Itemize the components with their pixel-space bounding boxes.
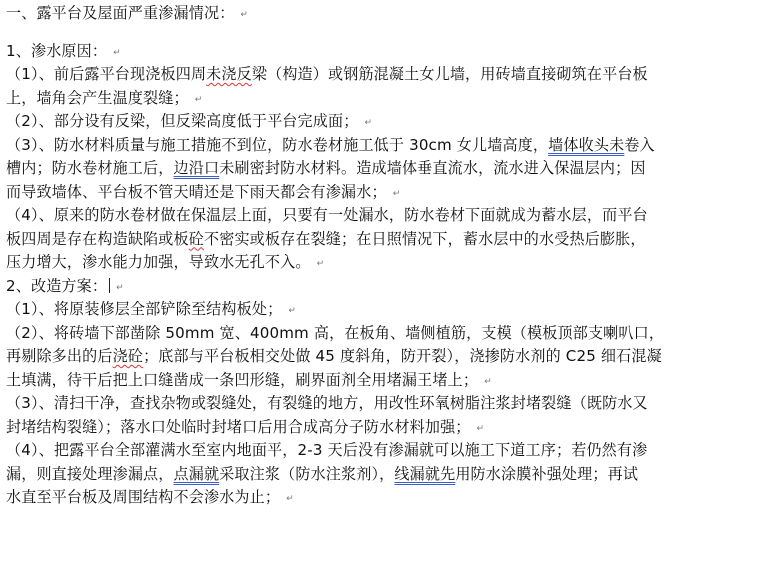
text-run: 封堵结构裂缝）；落水口处临时封堵口后用合成高分子防水材料加强； bbox=[6, 417, 471, 436]
text-run: （3）、防水材料质量与施工措施不到位，防水卷材施工低于 30cm 女儿墙高度， bbox=[6, 135, 549, 154]
section-title: 1、渗水原因： bbox=[6, 41, 108, 60]
text-run: 槽内；防水卷材施工后， bbox=[6, 159, 174, 177]
spellcheck-text-run: 浇砼 bbox=[112, 347, 144, 365]
grammar-text-run: 墙体收头未 bbox=[548, 135, 625, 154]
paragraph-line bbox=[6, 392, 756, 416]
paragraph-line bbox=[6, 463, 756, 487]
heading-text: 一、露平台及屋面严重渗漏情况： bbox=[6, 4, 235, 22]
text-run: 不密实或板存在裂缝；在日照情况下，蓄水层中的水受热后膨胀， bbox=[203, 229, 646, 248]
paragraph-line bbox=[6, 63, 756, 87]
paragraph-mark-icon: ↵ bbox=[113, 47, 121, 58]
paragraph-line bbox=[6, 87, 756, 111]
section-title-line bbox=[6, 40, 756, 64]
text-run: 土填满，待干后把上口缝凿成一条凹形缝，刷界面剂全用堵漏王堵上； bbox=[6, 370, 479, 389]
section-title-line bbox=[6, 275, 756, 299]
paragraph-mark-icon: ↵ bbox=[240, 10, 249, 20]
grammar-text-run: 线漏就先 bbox=[394, 464, 456, 483]
text-run: （1）、将原装修层全部铲除至结构板处； bbox=[6, 300, 283, 318]
paragraph-mark-icon: ↵ bbox=[194, 94, 203, 105]
paragraph-mark-icon: ↵ bbox=[484, 376, 492, 387]
section-title: 2、改造方案： bbox=[6, 276, 108, 295]
text-run: ；底部与平台板相交处做 45 度斜角，防开裂），浇掺防水剂的 C25 细石混凝 bbox=[143, 347, 662, 365]
text-cursor bbox=[109, 278, 110, 293]
paragraph-line bbox=[6, 439, 756, 463]
paragraph-line bbox=[6, 298, 756, 322]
text-run: 上，墙角会产生温度裂缝； bbox=[6, 88, 189, 107]
document-body[interactable] bbox=[6, 2, 756, 510]
paragraph-line bbox=[6, 157, 756, 181]
text-run: （2）、将砖墙下部凿除 50mm 宽、400mm 高，在板角、墙侧植筋，支模（模板顶部支喇叭口， bbox=[6, 323, 665, 342]
text-run: （2）、部分设有反梁，但反梁高度低于平台完成面； bbox=[6, 112, 359, 130]
grammar-text-run: 点漏就 bbox=[173, 464, 220, 483]
heading-line bbox=[6, 2, 756, 26]
grammar-text-run: 边沿口 bbox=[173, 159, 220, 177]
paragraph-line bbox=[6, 204, 756, 228]
paragraph-line bbox=[6, 181, 756, 205]
text-run: 而导致墙体、平台板不管天晴还是下雨天都会有渗漏水； bbox=[6, 182, 387, 201]
paragraph-mark-icon: ↵ bbox=[116, 282, 124, 293]
text-run: 再剔除多出的后 bbox=[6, 347, 113, 365]
paragraph-line bbox=[6, 369, 756, 393]
text-run: 梁（构造）或钢筋混凝土女儿墙，用砖墙直接砌筑在平台板 bbox=[251, 65, 648, 83]
text-run: （3）、清扫干净，查找杂物或裂缝处，有裂缝的地方，用改性环氧树脂注浆封堵裂缝（既防水又 bbox=[6, 394, 648, 412]
paragraph-line bbox=[6, 110, 756, 134]
paragraph-mark-icon: ↵ bbox=[392, 188, 401, 199]
text-run: 用防水涂膜补强处理；再试 bbox=[455, 464, 639, 483]
spellcheck-text-run: 砼 bbox=[188, 229, 204, 248]
paragraph-line bbox=[6, 345, 756, 369]
paragraph-mark-icon: ↵ bbox=[286, 494, 294, 504]
paragraph-line bbox=[6, 134, 756, 158]
paragraph-mark-icon: ↵ bbox=[476, 423, 485, 434]
paragraph-line bbox=[6, 416, 756, 440]
paragraph-line bbox=[6, 486, 756, 510]
paragraph-mark-icon: ↵ bbox=[364, 118, 373, 128]
text-run: 未刷密封防水材料。造成墙体垂直流水，流水进入保温层内；因 bbox=[219, 159, 646, 177]
text-run: （4）、原来的防水卷材做在保温层上面，只要有一处漏水，防水卷材下面就成为蓄水层，而平台 bbox=[6, 206, 648, 224]
paragraph-line bbox=[6, 251, 756, 275]
text-run: 采取注浆（防水注浆剂）， bbox=[219, 464, 395, 483]
spellcheck-text-run: 未浇反 bbox=[206, 65, 252, 83]
text-run: 漏，则直接处理渗漏点， bbox=[6, 464, 174, 483]
text-run: 水直至平台板及周围结构不会渗水为止； bbox=[6, 488, 281, 506]
paragraph-mark-icon: ↵ bbox=[288, 306, 297, 316]
text-run: （4）、把露平台全部灌满水至室内地面平，2-3 天后没有渗漏就可以施工下道工序；若仍然有渗 bbox=[6, 441, 648, 459]
paragraph-line bbox=[6, 228, 756, 252]
blank-line bbox=[6, 26, 756, 40]
paragraph-line bbox=[6, 322, 756, 346]
text-run: 压力增大，渗水能力加强，导致水无孔不入。 bbox=[6, 253, 311, 271]
paragraph-mark-icon: ↵ bbox=[316, 259, 325, 269]
text-run: 板四周是存在构造缺陷或板 bbox=[6, 229, 189, 248]
text-run: 卷入 bbox=[624, 135, 655, 154]
text-run: （1）、前后露平台现浇板四周 bbox=[6, 65, 207, 83]
